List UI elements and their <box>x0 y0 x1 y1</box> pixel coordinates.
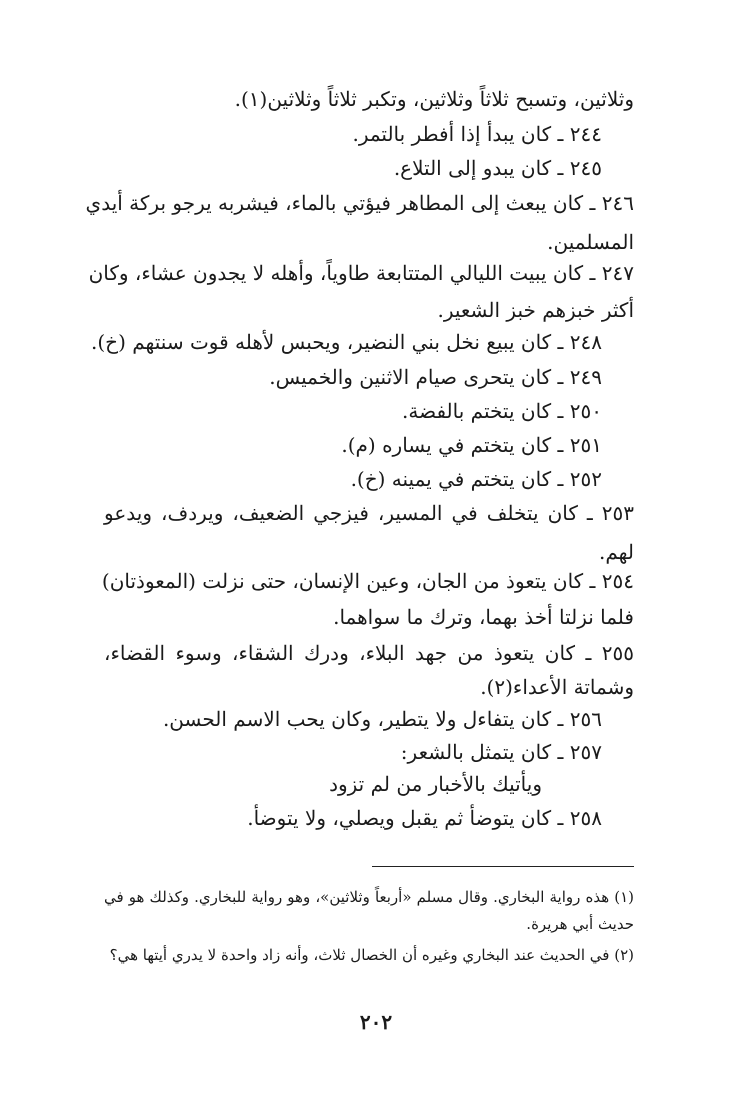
page-number: ٢٠٢ <box>359 1010 393 1034</box>
hadith-257: ٢٥٧ ـ كان يتمثل بالشعر: <box>400 740 602 764</box>
hadith-250: ٢٥٠ ـ كان يتختم بالفضة. <box>402 399 602 423</box>
hadith-251: ٢٥١ ـ كان يتختم في يساره (م). <box>341 433 602 457</box>
hadith-249: ٢٤٩ ـ كان يتحرى صيام الاثنين والخميس. <box>269 365 602 389</box>
hadith-247: ٢٤٧ ـ كان يبيت الليالي المتتابعة طاوياً، وأهله لا يجدون عشاء، وكان <box>88 261 634 285</box>
footnote-2: (٢) في الحديث عند البخاري وغيره أن الخصال ثلاث، وأنه زاد واحدة لا يدري أيتها هي؟ <box>109 946 634 964</box>
hadith-253-cont: لهم. <box>599 540 634 564</box>
text-line-continuation: وثلاثين، وتسبح ثلاثاً وثلاثين، وتكبر ثلاثاً وثلاثين(١). <box>234 87 634 111</box>
hadith-253: ٢٥٣ ـ كان يتخلف في المسير، فيزجي الضعيف، ويردف، ويدعو <box>104 501 634 525</box>
hadith-245: ٢٤٥ ـ كان يبدو إلى التلاع. <box>393 156 602 180</box>
hadith-256: ٢٥٦ ـ كان يتفاءل ولا يتطير، وكان يحب الاسم الحسن. <box>162 707 602 731</box>
footnote-1: (١) هذه رواية البخاري. وقال مسلم «أربعاً وثلاثين»، وهو رواية للبخاري. وكذلك هو في <box>104 888 634 906</box>
hadith-255: ٢٥٥ ـ كان يتعوذ من جهد البلاء، ودرك الشقاء، وسوء القضاء، <box>104 641 634 665</box>
hadith-244: ٢٤٤ ـ كان يبدأ إذا أفطر بالتمر. <box>352 122 602 146</box>
hadith-254: ٢٥٤ ـ كان يتعوذ من الجان، وعين الإنسان، حتى نزلت (المعوذتان) <box>101 569 634 593</box>
poetry-verse: ويأتيك بالأخبار من لم تزود <box>329 772 542 796</box>
hadith-246-cont: المسلمين. <box>547 230 634 254</box>
hadith-254-cont: فلما نزلتا أخذ بهما، وترك ما سواهما. <box>333 605 634 629</box>
footnote-1-cont: حديث أبي هريرة. <box>526 915 634 933</box>
hadith-255-cont: وشماتة الأعداء(٢). <box>480 675 634 699</box>
hadith-258: ٢٥٨ ـ كان يتوضأ ثم يقبل ويصلي، ولا يتوضأ. <box>247 806 602 830</box>
hadith-252: ٢٥٢ ـ كان يتختم في يمينه (خ). <box>350 467 602 491</box>
footnote-separator <box>372 866 634 867</box>
hadith-246: ٢٤٦ ـ كان يبعث إلى المطاهر فيؤتي بالماء، فيشربه يرجو بركة أيدي <box>85 191 634 215</box>
hadith-248: ٢٤٨ ـ كان يبيع نخل بني النضير، ويحبس لأهله قوت سنتهم (خ). <box>91 330 602 354</box>
hadith-247-cont: أكثر خبزهم خبز الشعير. <box>437 298 634 322</box>
